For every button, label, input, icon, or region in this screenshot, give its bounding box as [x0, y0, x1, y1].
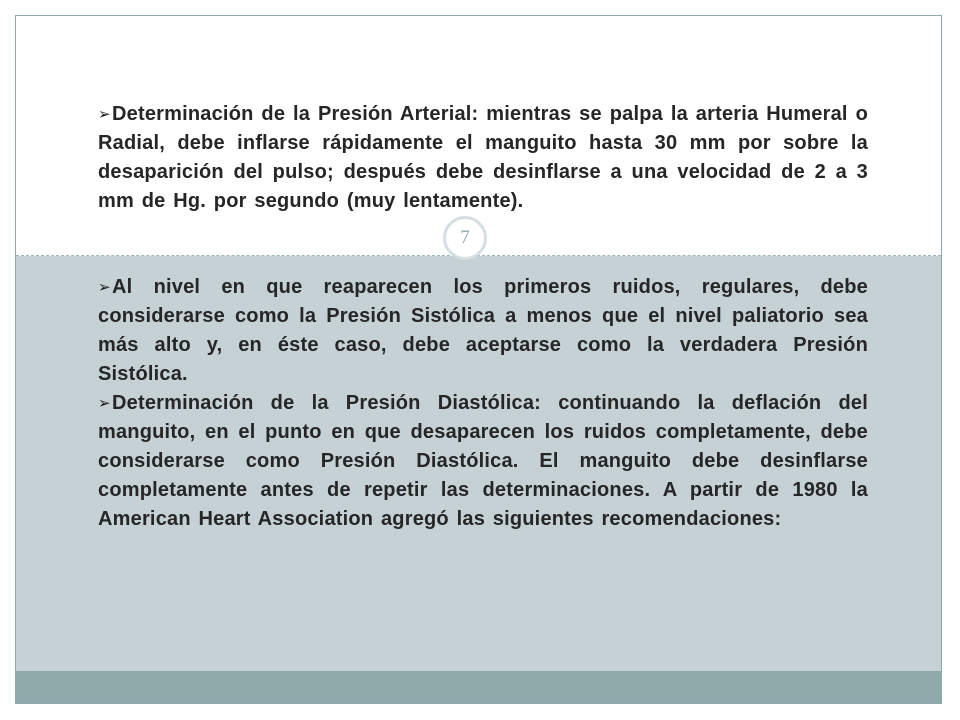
bullet-text: Al nivel en que reaparecen los primeros ruidos, regulares, debe considerarse como la Presión Sistólica a menos que el nivel paliatorio sea más alto y, en éste caso, debe aceptarse como la verdadera Presión Sistólica.	[98, 276, 868, 385]
bullet-text: Determinación de la Presión Arterial: mientras se palpa la arteria Humeral o Radial, debe inflarse rápidamente el manguito hasta 30 mm por sobre la desaparición del pulso; después debe desinflarse a una velocidad de 2 a 3 mm de Hg. por segundo (muy lentamente).	[98, 103, 868, 212]
arrowhead-bullet-icon: ➢	[98, 106, 111, 123]
arrowhead-bullet-icon: ➢	[98, 279, 111, 296]
page-number-badge	[443, 216, 487, 260]
footer-bar	[16, 671, 941, 704]
arrowhead-bullet-icon: ➢	[98, 395, 111, 412]
bullet-paragraph	[98, 273, 868, 389]
top-text-block	[98, 100, 868, 216]
bullet-paragraph	[98, 389, 868, 534]
bullet-paragraph	[98, 100, 868, 216]
bottom-text-block	[98, 273, 868, 534]
bullet-text: Determinación de la Presión Diastólica: continuando la deflación del manguito, en el punto en que desaparecen los ruidos completamente, debe considerarse como Presión Diastólica. El manguito debe desinflarse completamente antes de repetir las determinaciones. A partir de 1980 la American Heart Association agregó las siguientes recomendaciones:	[98, 392, 868, 530]
page-number: 7	[460, 227, 470, 248]
